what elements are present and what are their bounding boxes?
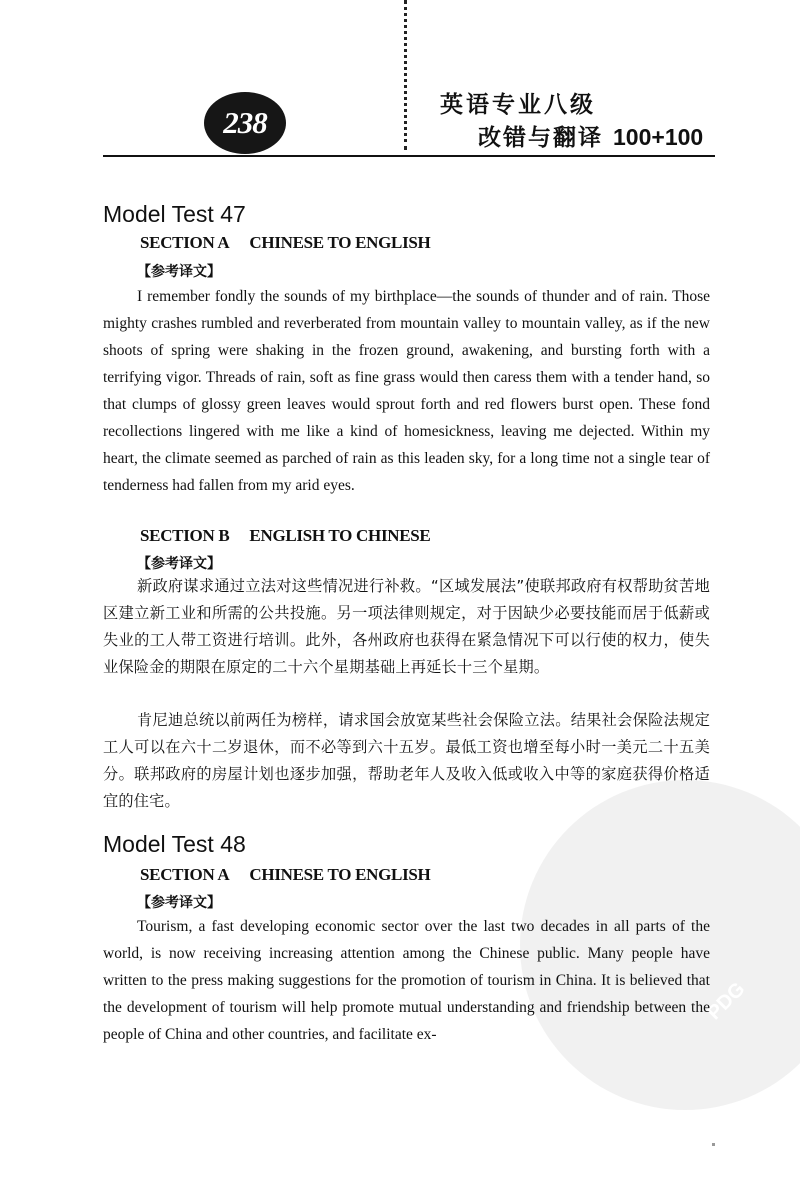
book-title-line1: 英语专业八级 — [440, 92, 596, 118]
header-rule — [103, 155, 715, 157]
book-title-line2-number: 100+100 — [613, 124, 704, 150]
header-dotted-divider — [404, 0, 407, 150]
book-title-line2-text: 改错与翻译 — [478, 125, 603, 151]
translation-paragraph: I remember fondly the sounds of my birthplace—the sounds of thunder and of rain. Those mighty crashes rumbled and reverberated from mountain valley to mountain valley, as if the new shoots of spring were shaking in the frozen ground, awakening, and bursting forth with a terrifying vigor. Threads of rain, soft as fine grass would then caress them with a tender hand, so that clumps of glossy green leaves would sprout forth and red flowers burst open. These fond recollections lingered with me like a kind of homesickness, leaving me dejected. Within my heart, the climate seemed as parched of rain as this leaden sky, for a long time not a single tear of tenderness had fallen from my arid eyes. — [103, 288, 710, 494]
section-direction: ENGLISH TO CHINESE — [249, 526, 431, 545]
reference-translation-label: 【参考译文】 — [137, 556, 221, 572]
section-label: SECTION A — [140, 233, 230, 252]
scan-speck — [712, 1143, 715, 1146]
translation-paragraph: 肯尼迪总统以前两任为榜样，请求国会放宽某些社会保险立法。结果社会保险法规定工人可以在六十二岁退休，而不必等到六十五岁。最低工资也增至每小时一美元二十五美分。联邦政府的房屋计划也逐步加强，帮助老年人及收入低或收入中等的家庭获得价格适宜的住宅。 — [103, 711, 710, 810]
page-number-badge: 238 — [204, 92, 286, 154]
watermark-text: PDG — [703, 978, 750, 1025]
section-label: SECTION B — [140, 526, 230, 545]
test-title: Model Test 47 — [103, 201, 246, 227]
section-direction: CHINESE TO ENGLISH — [249, 233, 431, 252]
section-heading — [140, 865, 430, 885]
section-heading — [140, 233, 430, 253]
section-heading — [140, 526, 430, 546]
translation-paragraph: Tourism, a fast developing economic sector over the last two decades in all parts of the world, is now receiving increasing attention among the Chinese public. Many people have written to the press making suggestions for the promotion of tourism in China. It is believed that the development of tourism will help promote mutual understanding and friendship between the people of China and other countries, and facilitate ex- — [103, 918, 710, 1043]
section-label: SECTION A — [140, 865, 230, 884]
reference-translation-label: 【参考译文】 — [137, 264, 221, 280]
translation-paragraph: 新政府谋求通过立法对这些情况进行补救。“区域发展法”使联邦政府有权帮助贫苦地区建立新工业和所需的公共投施。另一项法律则规定，对于因缺少必要技能而居于低薪或失业的工人带工资进行培训。此外，各州政府也获得在紧急情况下可以行使的权力，使失业保险金的期限在原定的二十六个星期基础上再延长十三个星期。 — [103, 577, 710, 676]
section-direction: CHINESE TO ENGLISH — [249, 865, 431, 884]
reference-translation-label: 【参考译文】 — [137, 895, 221, 911]
test-title: Model Test 48 — [103, 831, 246, 857]
book-title-line2 — [478, 119, 703, 152]
